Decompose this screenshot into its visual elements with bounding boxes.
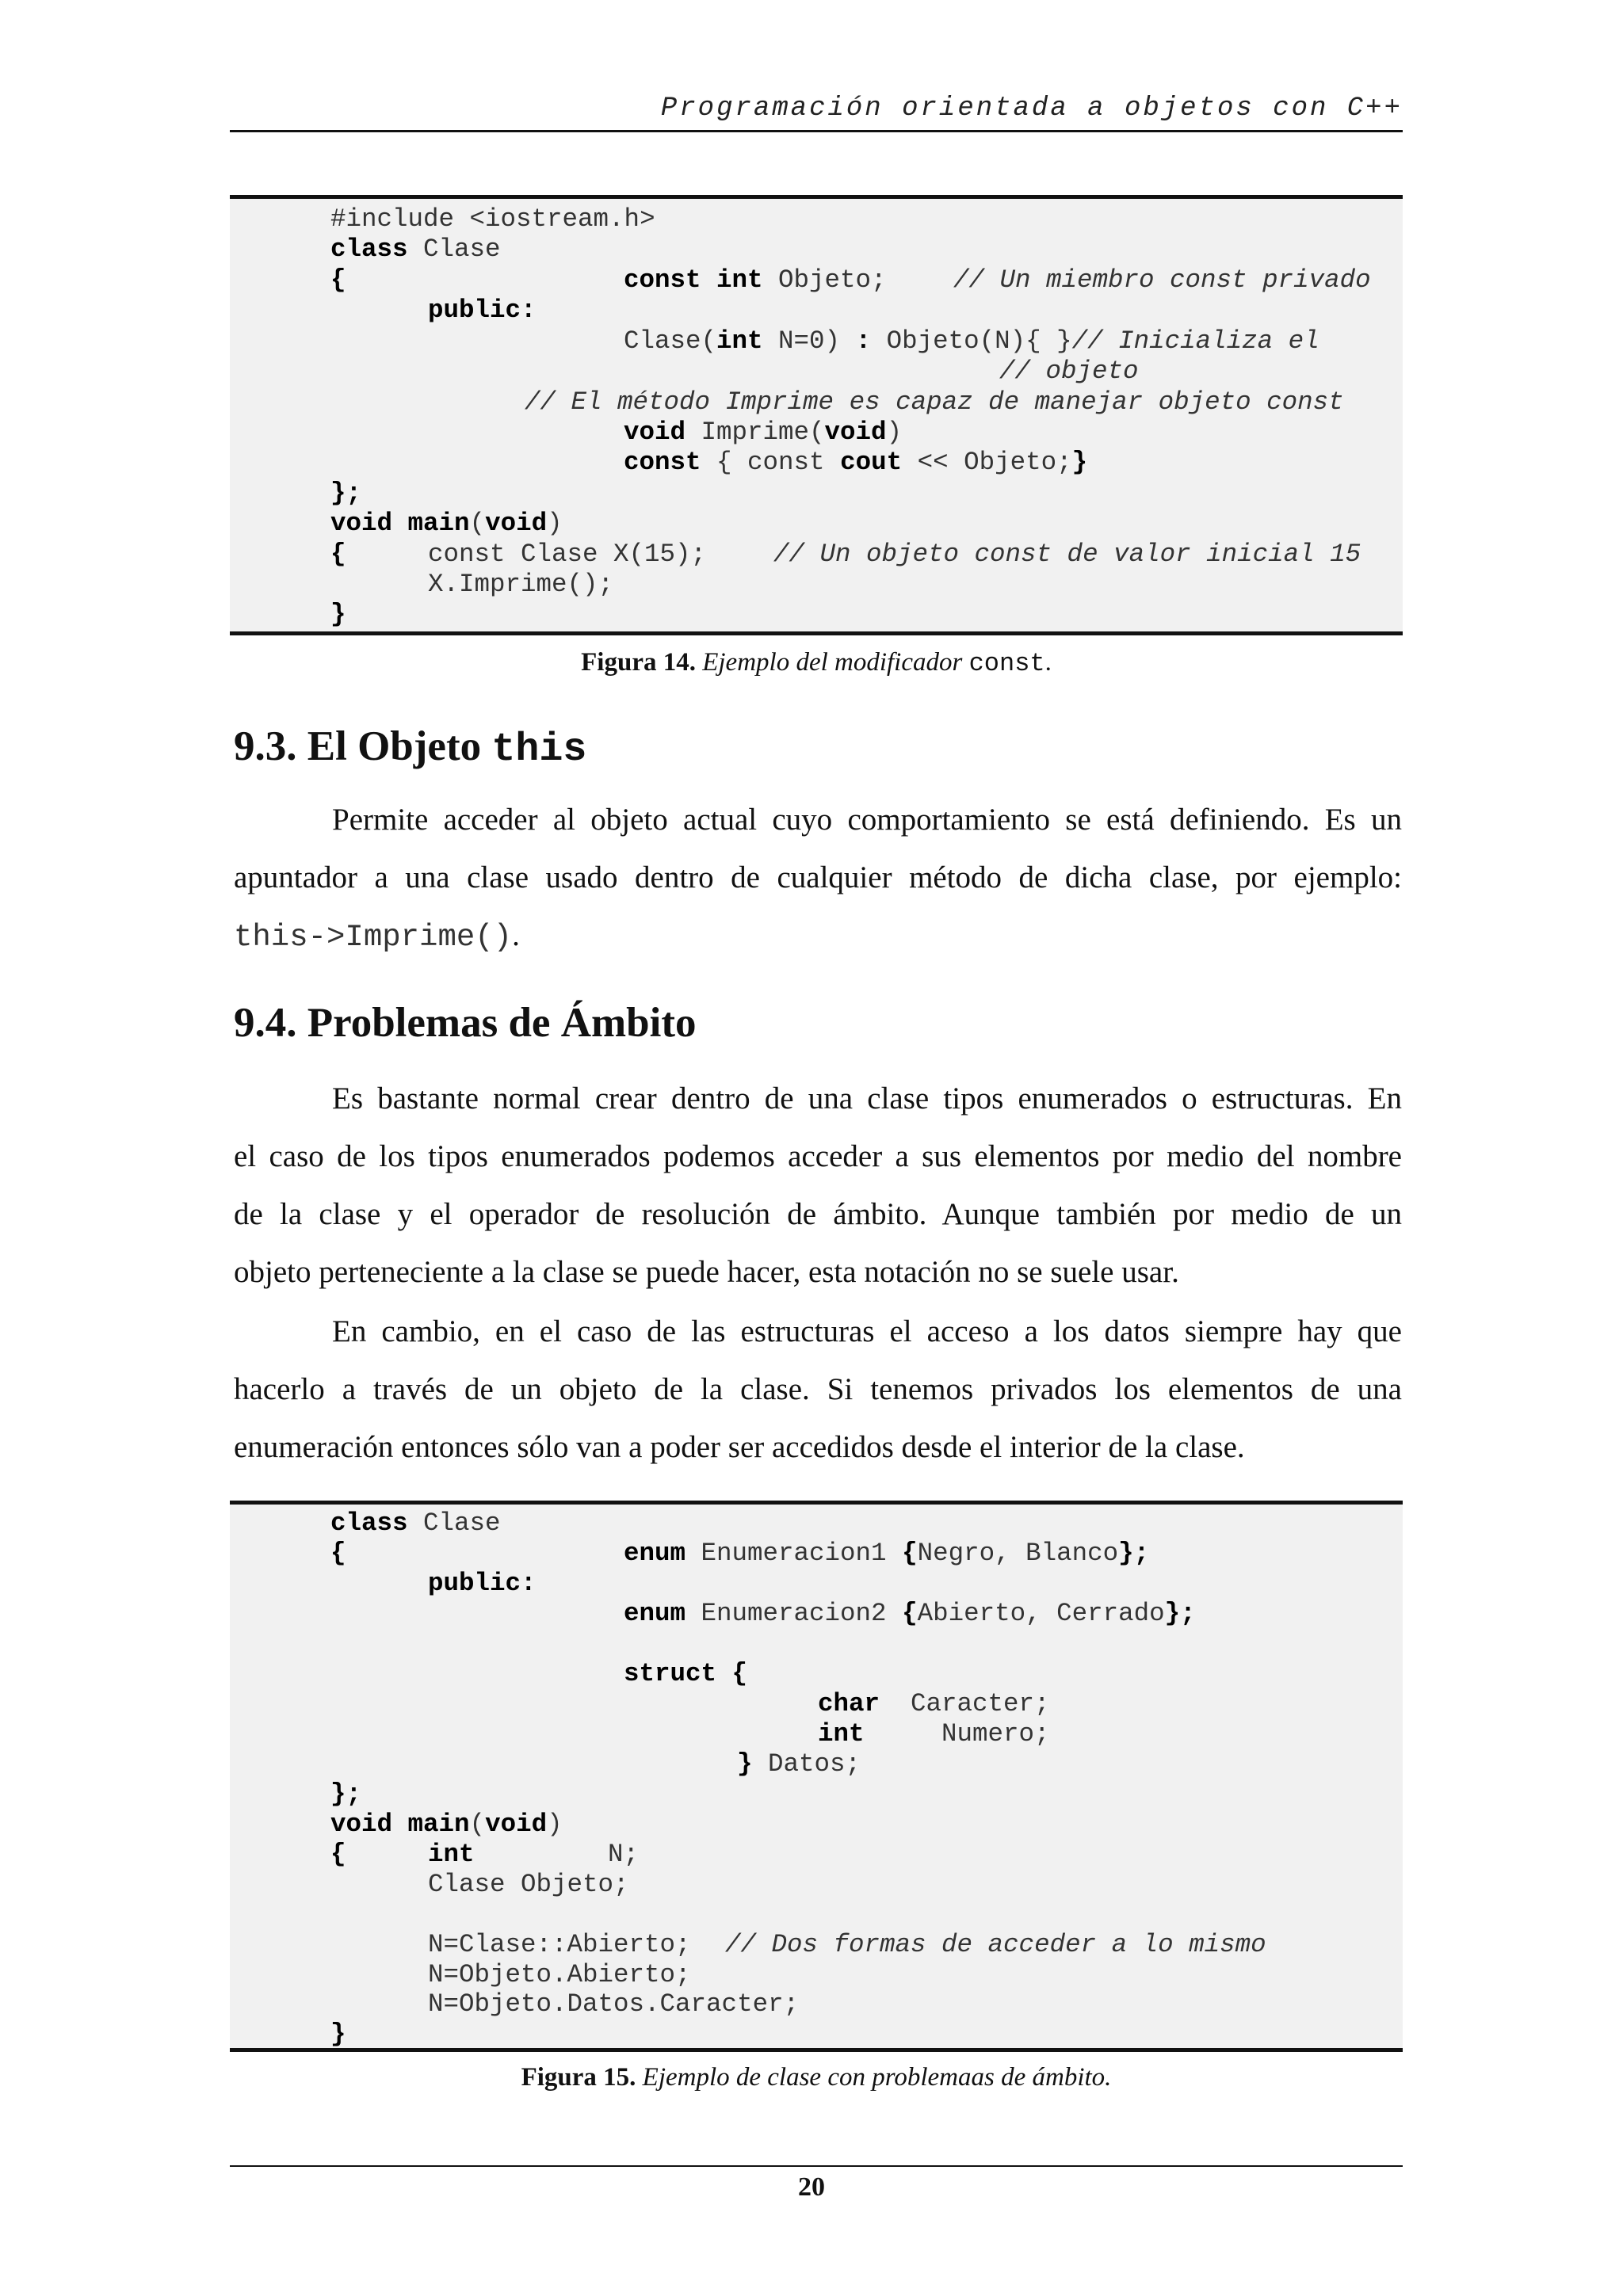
code-line: enum Enumeracion1 {Negro, Blanco};	[624, 1539, 1150, 1568]
code-comment: // Dos formas de acceder a lo mismo	[725, 1930, 1266, 1959]
code-line: }	[330, 2019, 346, 2049]
code-line: struct {	[624, 1659, 748, 1688]
header-rule	[230, 130, 1403, 132]
code-line: class Clase	[330, 1508, 501, 1538]
caption-code: const	[968, 649, 1045, 678]
paragraph-line: de la clase y el operador de resolución de ámbito. Aunque también por medio de un	[234, 1197, 1402, 1231]
code-comment: // objeto	[999, 357, 1139, 386]
code-line: void main(void)	[330, 509, 563, 538]
code-line: int	[428, 1840, 475, 1869]
running-header: Programación orientada a objetos con C++	[660, 93, 1403, 124]
code-line: class Clase	[330, 235, 501, 264]
code-line: }	[330, 600, 346, 629]
figure-14-caption	[230, 648, 1403, 678]
paragraph-line: this->Imprime().	[234, 918, 520, 955]
page-number: 20	[798, 2172, 825, 2202]
figure-15-caption	[230, 2063, 1403, 2092]
code-line: #include <iostream.h>	[330, 204, 655, 234]
code-line: N=Clase::Abierto;	[428, 1930, 691, 1959]
code-block-figure-15	[230, 1501, 1403, 2052]
paragraph-line: hacerlo a través de un objeto de la clase. Si tenemos privados los elementos de una	[234, 1372, 1402, 1406]
code-line: char Caracter;	[818, 1689, 1050, 1718]
code-comment: // Un miembro const privado	[953, 265, 1371, 295]
code-line: {	[330, 1840, 346, 1869]
code-line: void main(void)	[330, 1810, 563, 1839]
code-line: };	[330, 1779, 362, 1809]
code-line: const Clase X(15);	[428, 540, 707, 569]
caption-end: .	[1044, 648, 1052, 677]
paragraph-line: apuntador a una clase usado dentro de cualquier método de dicha clase, por ejemplo:	[234, 860, 1402, 894]
code-line: void Imprime(void)	[624, 418, 903, 447]
section-title-code: this	[491, 727, 587, 772]
code-line: {	[330, 540, 346, 569]
code-line: {	[330, 1539, 346, 1568]
paragraph-line: objeto perteneciente a la clase se puede hacer, esta notación no se suele usar.	[234, 1255, 1179, 1289]
caption-label: Figura 14.	[581, 648, 696, 677]
code-line: public:	[428, 1569, 537, 1598]
caption-text: Ejemplo de clase con problemaas de ámbito.	[642, 2063, 1112, 2092]
code-line: };	[330, 479, 362, 508]
code-comment: // El método Imprime es capaz de manejar objeto const	[525, 387, 1344, 417]
code-line: N=Objeto.Abierto;	[428, 1960, 691, 1989]
code-line: int Numero;	[818, 1719, 1050, 1749]
footer-rule	[230, 2165, 1403, 2167]
code-line: public:	[428, 296, 537, 325]
code-line: Clase Objeto;	[428, 1870, 629, 1899]
code-block-figure-14	[230, 195, 1403, 635]
code-line: N=Objeto.Datos.Caracter;	[428, 1989, 800, 2019]
paragraph-9-3	[234, 791, 1402, 964]
paragraph-line: el caso de los tipos enumerados podemos acceder a sus elementos por medio del nombre	[234, 1139, 1402, 1173]
paragraph-9-4-b	[234, 1302, 1402, 1476]
code-line: {	[330, 265, 346, 295]
paragraph-9-4-a	[234, 1070, 1402, 1301]
section-title-9-4: 9.4. Problemas de Ámbito	[234, 1000, 697, 1046]
code-line: X.Imprime();	[428, 570, 614, 599]
caption-text: Ejemplo del modificador	[702, 648, 963, 677]
code-line: const int Objeto;	[624, 265, 887, 295]
paragraph-line: enumeración entonces sólo van a poder ser accedidos desde el interior de la clase.	[234, 1430, 1245, 1464]
code-line: const { const cout << Objeto;}	[624, 448, 1088, 477]
caption-label: Figura 15.	[521, 2063, 636, 2092]
paragraph-line: En cambio, en el caso de las estructuras el acceso a los datos siempre hay que	[332, 1314, 1402, 1348]
code-line: Clase(int N=0) : Objeto(N){ }// Inicializa el	[624, 326, 1319, 356]
paragraph-line: Es bastante normal crear dentro de una clase tipos enumerados o estructuras. En	[332, 1081, 1402, 1116]
inline-code: this->Imprime()	[234, 920, 513, 955]
code-line: } Datos;	[737, 1749, 861, 1779]
code-line: enum Enumeracion2 {Abierto, Cerrado};	[624, 1599, 1196, 1628]
section-title-9-3: 9.3. El Objeto this	[234, 723, 587, 772]
paragraph-line: Permite acceder al objeto actual cuyo comportamiento se está definiendo. Es un	[332, 803, 1402, 837]
code-comment: // Un objeto const de valor inicial 15	[773, 540, 1361, 569]
code-line: N;	[608, 1840, 640, 1869]
